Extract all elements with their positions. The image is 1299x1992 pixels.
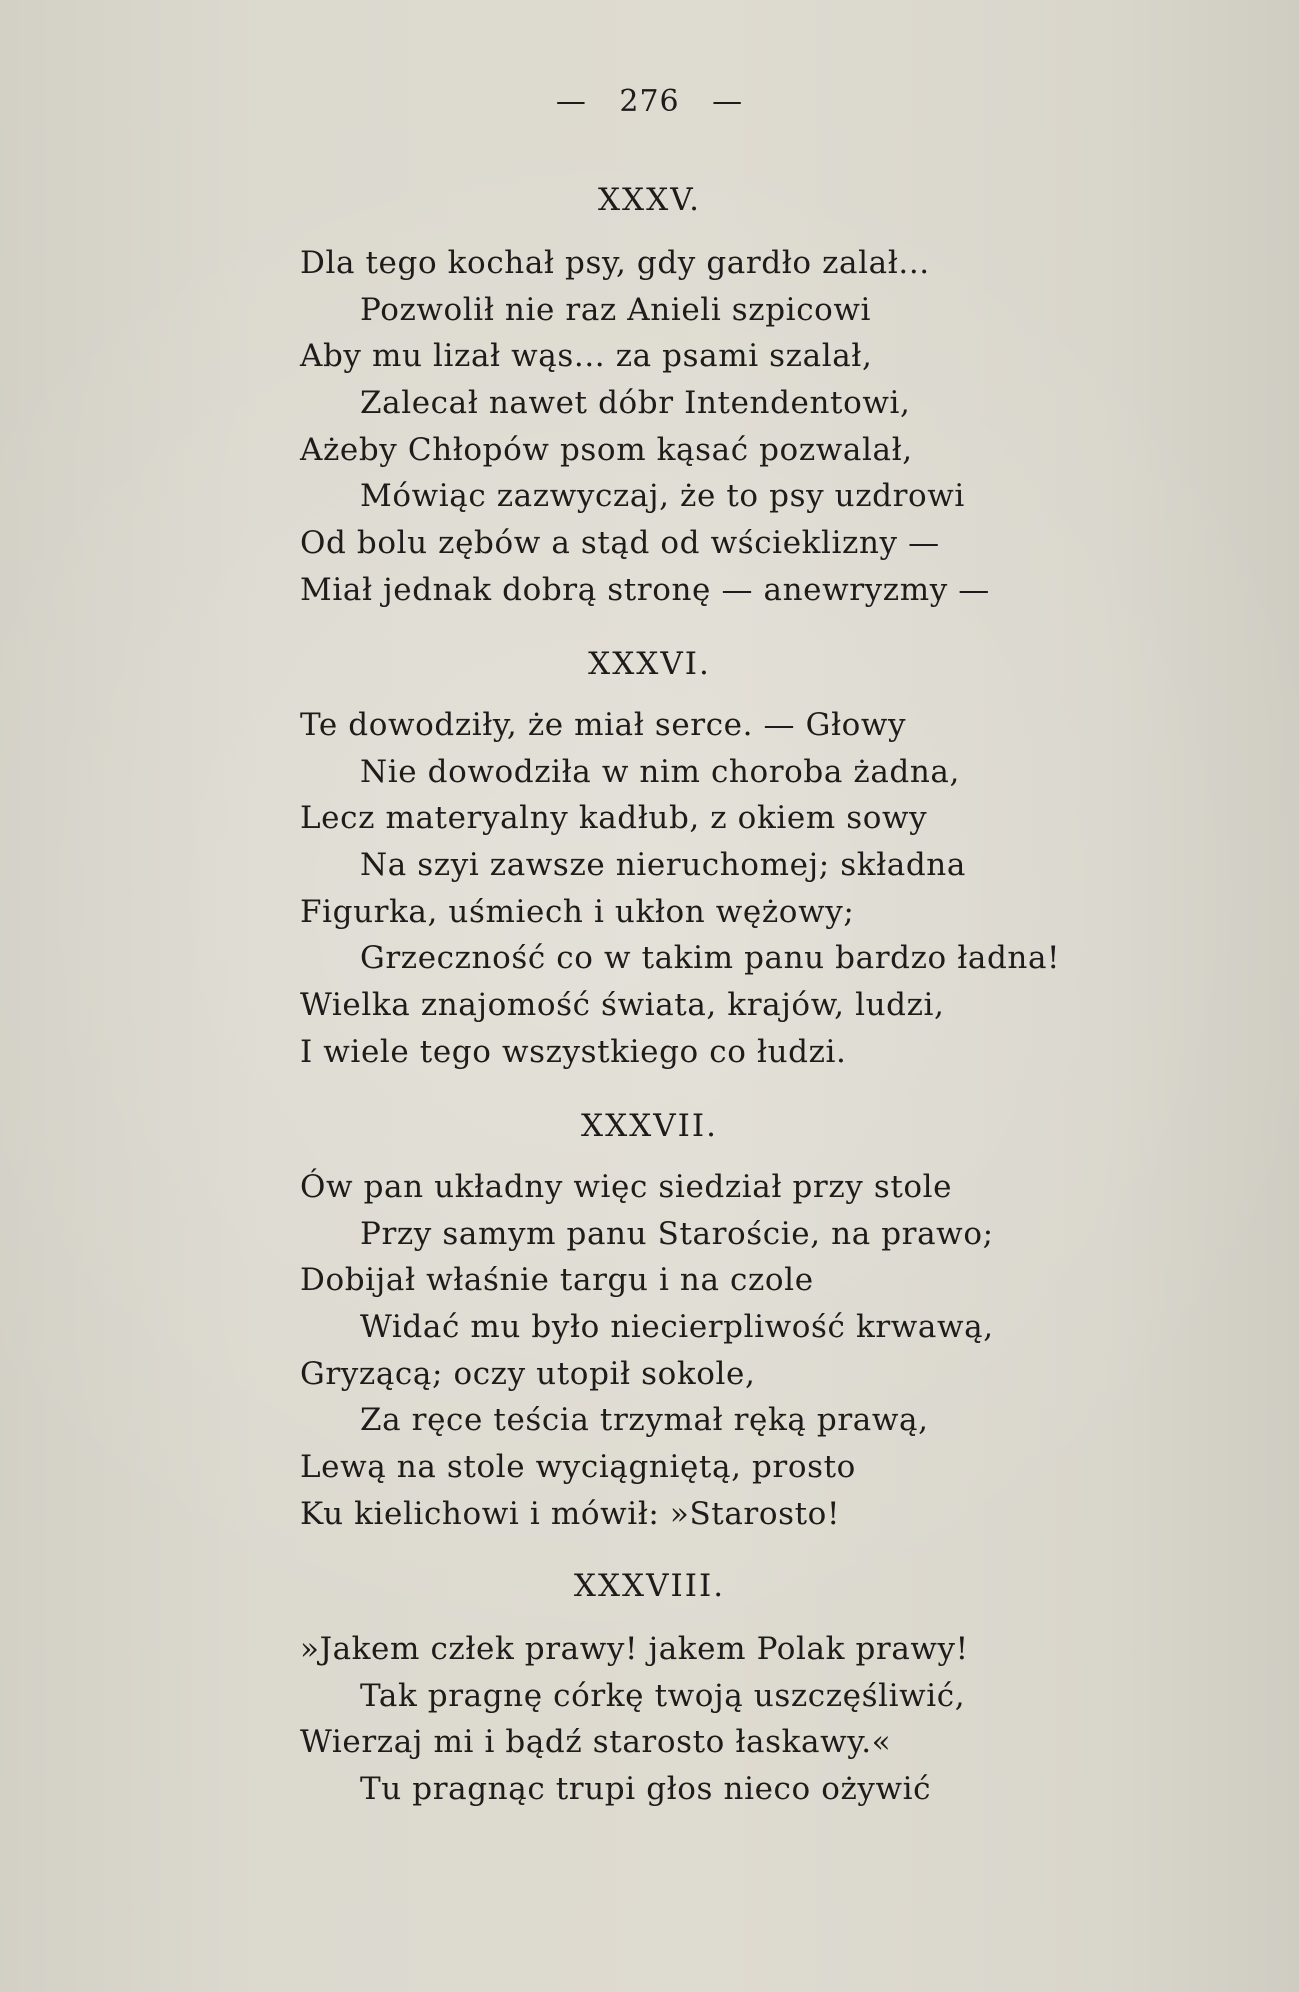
verse-line: Dobijał właśnie targu i na czole	[300, 1262, 814, 1299]
verse-line: Te dowodziły, że miał serce. — Głowy	[300, 707, 907, 743]
section-title-xxxv: XXXV.	[597, 182, 702, 218]
verse-line: Dla tego kochał psy, gdy gardło zalał...	[300, 245, 930, 281]
verse-line: Zalecał nawet dóbr Intendentowi,	[360, 385, 911, 422]
verse-line: Ażeby Chłopów psom kąsać pozwalał,	[300, 431, 913, 468]
page-number-left-dash: —	[555, 84, 587, 119]
verse-line: Widać mu było niecierpliwość krwawą,	[360, 1309, 994, 1346]
verse-line: Tak pragnę córkę twoją uszczęśliwić,	[360, 1677, 966, 1714]
stanza-xxxviii	[300, 1626, 1200, 1813]
verse-line: Ów pan układny więc siedział przy stole	[300, 1169, 953, 1205]
verse-line: »Jakem człek prawy! jakem Polak prawy!	[300, 1631, 969, 1667]
verse-line: Pozwolił nie raz Anieli szpicowi	[360, 291, 872, 328]
verse-line: Tu pragnąc trupi głos nieco ożywić	[360, 1771, 932, 1808]
verse-line: Nie dowodziła w nim choroba żadna,	[360, 753, 960, 790]
page-number	[0, 84, 1299, 119]
verse-line: Gryzącą; oczy utopił sokole,	[300, 1355, 756, 1392]
verse-line: Na szyi zawsze nieruchomej; składna	[360, 847, 966, 884]
verse-line: Lecz materyalny kadłub, z okiem sowy	[300, 800, 928, 837]
verse-line: Wierzaj mi i bądź starosto łaskawy.«	[300, 1724, 892, 1761]
verse-line: Wielka znajomość świata, krajów, ludzi,	[300, 987, 945, 1024]
verse-line: Mówiąc zazwyczaj, że to psy uzdrowi	[360, 478, 965, 515]
verse-line: Ku kielichowi i mówił: »Starosto!	[300, 1495, 841, 1532]
stanza-xxxvii	[300, 1164, 1200, 1538]
verse-line: Za ręce teścia trzymał ręką prawą,	[360, 1402, 929, 1439]
verse-line: Lewą na stole wyciągniętą, prosto	[300, 1449, 856, 1486]
verse-line: Przy samym panu Staroście, na prawo;	[360, 1215, 994, 1252]
verse-line: Aby mu lizał wąs... za psami szalał,	[300, 338, 873, 375]
page-number-right-dash: —	[712, 84, 744, 119]
page-number-value: 276	[619, 84, 680, 119]
stanza-xxxvi	[300, 702, 1200, 1076]
verse-line: Od bolu zębów a stąd od wścieklizny —	[300, 525, 940, 562]
verse-line: Miał jednak dobrą stronę — anewryzmy —	[300, 571, 990, 608]
section-title-xxxviii: XXXVIII.	[573, 1568, 726, 1604]
section-title-xxxvii: XXXVII.	[581, 1108, 718, 1144]
section-title-xxxvi: XXXVI.	[588, 646, 711, 682]
verse-line: Figurka, uśmiech i ukłon wężowy;	[300, 893, 855, 930]
stanza-xxxv	[300, 240, 1200, 614]
verse-line: I wiele tego wszystkiego co łudzi.	[300, 1033, 847, 1070]
verse-line: Grzeczność co w takim panu bardzo ładna!	[360, 940, 1061, 977]
